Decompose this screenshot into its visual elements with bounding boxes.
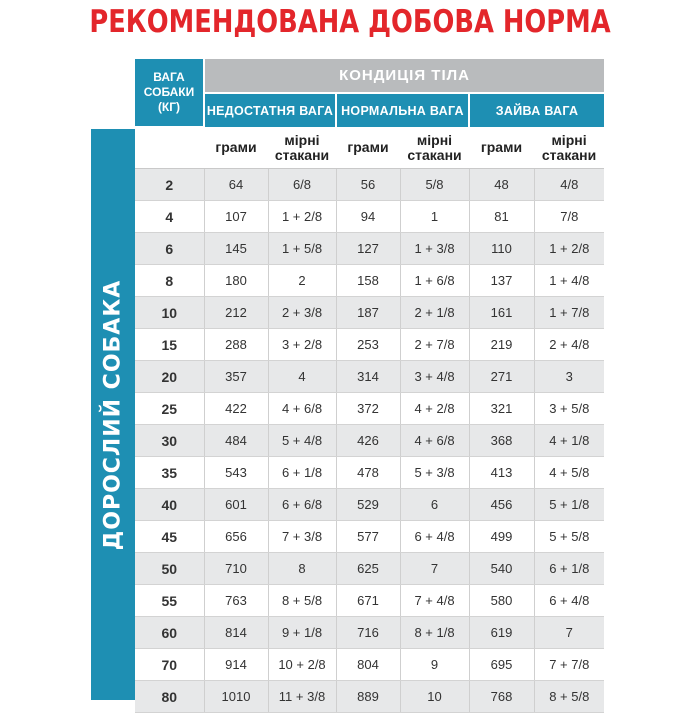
dog-weight-cell: 15 — [135, 329, 204, 361]
grams-header: грами — [204, 127, 268, 169]
table-row — [135, 585, 604, 617]
dog-weight-cell: 70 — [135, 649, 204, 681]
overweight-cups-cell: 8 + 5/8 — [534, 681, 604, 713]
underweight-cups-cell: 1 + 2/8 — [268, 201, 336, 233]
underweight-cups-cell: 4 — [268, 361, 336, 393]
overweight-grams-cell: 580 — [469, 585, 534, 617]
dog-weight-cell: 60 — [135, 617, 204, 649]
table-row — [135, 425, 604, 457]
normal-grams-cell: 889 — [336, 681, 400, 713]
dog-weight-cell: 20 — [135, 361, 204, 393]
normal-grams-cell: 529 — [336, 489, 400, 521]
table-row — [135, 233, 604, 265]
overweight-cups-cell: 7 + 7/8 — [534, 649, 604, 681]
normal-cups-cell: 2 + 1/8 — [400, 297, 469, 329]
normal-grams-cell: 426 — [336, 425, 400, 457]
normal-grams-cell: 127 — [336, 233, 400, 265]
normal-grams-cell: 187 — [336, 297, 400, 329]
table-row — [135, 649, 604, 681]
body-condition-header: КОНДИЦІЯ ТІЛА — [204, 59, 604, 93]
table-row — [135, 169, 604, 201]
overweight-grams-cell: 137 — [469, 265, 534, 297]
overweight-cups-cell: 6 + 1/8 — [534, 553, 604, 585]
underweight-grams-cell: 1010 — [204, 681, 268, 713]
dog-weight-cell: 10 — [135, 297, 204, 329]
dog-weight-cell: 8 — [135, 265, 204, 297]
normal-grams-cell: 478 — [336, 457, 400, 489]
underweight-cups-cell: 1 + 5/8 — [268, 233, 336, 265]
underweight-grams-cell: 710 — [204, 553, 268, 585]
underweight-cups-cell: 5 + 4/8 — [268, 425, 336, 457]
table-body — [135, 169, 604, 713]
overweight-grams-cell: 161 — [469, 297, 534, 329]
normal-weight-header: НОРМАЛЬНА ВАГА — [336, 93, 469, 127]
normal-cups-cell: 9 — [400, 649, 469, 681]
dog-weight-cell: 55 — [135, 585, 204, 617]
table-header — [135, 59, 604, 169]
underweight-grams-cell: 914 — [204, 649, 268, 681]
weight-header-line2: СОБАКИ — [143, 85, 195, 99]
underweight-grams-cell: 814 — [204, 617, 268, 649]
underweight-cups-cell: 6 + 1/8 — [268, 457, 336, 489]
table-row — [135, 457, 604, 489]
dog-weight-cell: 80 — [135, 681, 204, 713]
overweight-cups-cell: 7 — [534, 617, 604, 649]
feeding-table — [135, 59, 604, 713]
dog-weight-cell: 35 — [135, 457, 204, 489]
normal-grams-cell: 577 — [336, 521, 400, 553]
overweight-header: ЗАЙВА ВАГА — [469, 93, 604, 127]
normal-grams-cell: 671 — [336, 585, 400, 617]
normal-cups-cell: 7 — [400, 553, 469, 585]
underweight-grams-cell: 763 — [204, 585, 268, 617]
underweight-cups-cell: 6 + 6/8 — [268, 489, 336, 521]
dog-weight-cell: 4 — [135, 201, 204, 233]
overweight-cups-cell: 2 + 4/8 — [534, 329, 604, 361]
normal-cups-cell: 1 + 6/8 — [400, 265, 469, 297]
cups-header: мірні стакани — [400, 127, 469, 169]
normal-grams-cell: 625 — [336, 553, 400, 585]
normal-grams-cell: 804 — [336, 649, 400, 681]
table-row — [135, 521, 604, 553]
normal-cups-cell: 7 + 4/8 — [400, 585, 469, 617]
table-row — [135, 553, 604, 585]
underweight-header: НЕДОСТАТНЯ ВАГА — [204, 93, 336, 127]
cups-header: мірні стакани — [534, 127, 604, 169]
underweight-grams-cell: 357 — [204, 361, 268, 393]
normal-cups-cell: 4 + 2/8 — [400, 393, 469, 425]
underweight-grams-cell: 64 — [204, 169, 268, 201]
normal-cups-cell: 6 + 4/8 — [400, 521, 469, 553]
overweight-cups-cell: 6 + 4/8 — [534, 585, 604, 617]
overweight-grams-cell: 619 — [469, 617, 534, 649]
normal-grams-cell: 158 — [336, 265, 400, 297]
dog-weight-cell: 2 — [135, 169, 204, 201]
page-title: РЕКОМЕНДОВАНА ДОБОВА НОРМА — [89, 4, 611, 40]
underweight-cups-cell: 8 + 5/8 — [268, 585, 336, 617]
underweight-cups-cell: 6/8 — [268, 169, 336, 201]
overweight-grams-cell: 768 — [469, 681, 534, 713]
underweight-cups-cell: 2 — [268, 265, 336, 297]
underweight-grams-cell: 422 — [204, 393, 268, 425]
table-row — [135, 681, 604, 713]
normal-cups-cell: 4 + 6/8 — [400, 425, 469, 457]
table-row — [135, 297, 604, 329]
cups-header: мірні стакани — [268, 127, 336, 169]
overweight-grams-cell: 456 — [469, 489, 534, 521]
normal-cups-cell: 1 — [400, 201, 469, 233]
underweight-grams-cell: 145 — [204, 233, 268, 265]
dog-weight-cell: 45 — [135, 521, 204, 553]
underweight-grams-cell: 601 — [204, 489, 268, 521]
normal-cups-cell: 8 + 1/8 — [400, 617, 469, 649]
underweight-cups-cell: 3 + 2/8 — [268, 329, 336, 361]
overweight-cups-cell: 3 — [534, 361, 604, 393]
dog-weight-cell: 50 — [135, 553, 204, 585]
overweight-cups-cell: 4 + 1/8 — [534, 425, 604, 457]
underweight-grams-cell: 212 — [204, 297, 268, 329]
overweight-cups-cell: 1 + 7/8 — [534, 297, 604, 329]
overweight-grams-cell: 321 — [469, 393, 534, 425]
underweight-cups-cell: 11 + 3/8 — [268, 681, 336, 713]
grams-header: грами — [336, 127, 400, 169]
table-row — [135, 617, 604, 649]
overweight-cups-cell: 1 + 2/8 — [534, 233, 604, 265]
normal-grams-cell: 56 — [336, 169, 400, 201]
overweight-cups-cell: 4 + 5/8 — [534, 457, 604, 489]
overweight-grams-cell: 81 — [469, 201, 534, 233]
overweight-grams-cell: 368 — [469, 425, 534, 457]
underweight-cups-cell: 4 + 6/8 — [268, 393, 336, 425]
overweight-cups-cell: 3 + 5/8 — [534, 393, 604, 425]
overweight-cups-cell: 7/8 — [534, 201, 604, 233]
underweight-grams-cell: 484 — [204, 425, 268, 457]
table-row — [135, 201, 604, 233]
side-category-band — [91, 129, 135, 700]
table-row — [135, 393, 604, 425]
dog-weight-cell: 6 — [135, 233, 204, 265]
dog-weight-cell: 40 — [135, 489, 204, 521]
underweight-cups-cell: 2 + 3/8 — [268, 297, 336, 329]
normal-grams-cell: 253 — [336, 329, 400, 361]
grams-header: грами — [469, 127, 534, 169]
underweight-cups-cell: 10 + 2/8 — [268, 649, 336, 681]
weight-column-header — [135, 59, 204, 127]
table-row — [135, 361, 604, 393]
dog-weight-cell: 30 — [135, 425, 204, 457]
table-row — [135, 329, 604, 361]
normal-cups-cell: 5 + 3/8 — [400, 457, 469, 489]
dog-weight-cell: 25 — [135, 393, 204, 425]
normal-grams-cell: 314 — [336, 361, 400, 393]
overweight-grams-cell: 540 — [469, 553, 534, 585]
normal-cups-cell: 2 + 7/8 — [400, 329, 469, 361]
overweight-cups-cell: 4/8 — [534, 169, 604, 201]
overweight-cups-cell: 5 + 1/8 — [534, 489, 604, 521]
underweight-grams-cell: 656 — [204, 521, 268, 553]
underweight-cups-cell: 8 — [268, 553, 336, 585]
overweight-grams-cell: 413 — [469, 457, 534, 489]
overweight-grams-cell: 695 — [469, 649, 534, 681]
underweight-cups-cell: 7 + 3/8 — [268, 521, 336, 553]
weight-header-line3: (КГ) — [157, 100, 181, 114]
underweight-cups-cell: 9 + 1/8 — [268, 617, 336, 649]
normal-cups-cell: 6 — [400, 489, 469, 521]
underweight-grams-cell: 543 — [204, 457, 268, 489]
normal-grams-cell: 94 — [336, 201, 400, 233]
weight-header-line1: ВАГА — [153, 70, 185, 84]
normal-cups-cell: 3 + 4/8 — [400, 361, 469, 393]
table-row — [135, 489, 604, 521]
overweight-cups-cell: 5 + 5/8 — [534, 521, 604, 553]
normal-cups-cell: 1 + 3/8 — [400, 233, 469, 265]
normal-grams-cell: 716 — [336, 617, 400, 649]
side-category-label: ДОРОСЛИЙ СОБАКА — [100, 279, 126, 550]
normal-cups-cell: 5/8 — [400, 169, 469, 201]
overweight-grams-cell: 48 — [469, 169, 534, 201]
overweight-cups-cell: 1 + 4/8 — [534, 265, 604, 297]
underweight-grams-cell: 107 — [204, 201, 268, 233]
overweight-grams-cell: 271 — [469, 361, 534, 393]
underweight-grams-cell: 288 — [204, 329, 268, 361]
empty-header-cell — [135, 127, 204, 169]
normal-cups-cell: 10 — [400, 681, 469, 713]
underweight-grams-cell: 180 — [204, 265, 268, 297]
overweight-grams-cell: 499 — [469, 521, 534, 553]
table-row — [135, 265, 604, 297]
normal-grams-cell: 372 — [336, 393, 400, 425]
overweight-grams-cell: 110 — [469, 233, 534, 265]
overweight-grams-cell: 219 — [469, 329, 534, 361]
